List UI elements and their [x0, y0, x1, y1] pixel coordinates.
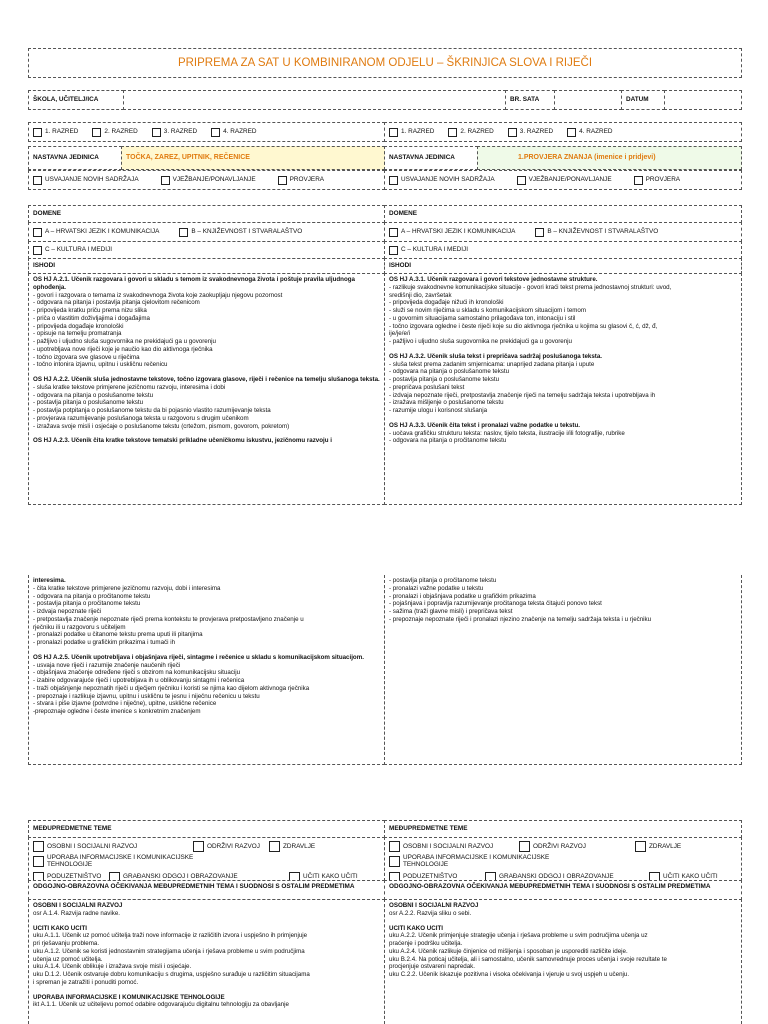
right-ishodi-content: [384, 273, 742, 505]
checkbox-icon: [152, 128, 161, 137]
left-type-new[interactable]: USVAJANJE NOVIH SADRŽAJA: [33, 176, 139, 185]
outcome-line: - stvara i piše izjavne (potvrdne i niječne), upitne, usklične rečenice: [33, 700, 217, 708]
left-type-check[interactable]: PROVJERA: [278, 176, 324, 185]
outcome-line: - pripovijeda kratku priču prema nizu slika: [33, 307, 147, 314]
spacer: [389, 415, 737, 422]
checkbox-icon: [269, 841, 280, 852]
checkbox-icon: [389, 176, 398, 185]
left-mpt-ikt[interactable]: [33, 854, 380, 869]
outcome-line: - sluša tekst prema zadanim smjernicama: unaprijed zadana pitanja i upute: [389, 360, 595, 368]
left-mpt-god[interactable]: GRAĐANSKI ODGOJ I OBRAZOVANJE: [109, 872, 289, 881]
outcome-line: - provjerava razumijevanje poslušanoga teksta u razgovoru s drugim učenikom: [33, 414, 249, 422]
outcome-line: - govori i razgovara o temama iz svakodnevnoga života koje zaokupljaju njegovu pozornost: [33, 291, 283, 299]
left-ishodi-header: [28, 258, 385, 274]
hour-input[interactable]: [554, 90, 622, 110]
outcome-heading: OŠ HJ A.2.1. Učenik razgovara i govori u skladu s temom iz svakodnevnoga života i poštuje pravila uljudnoga ophođenja.: [33, 276, 355, 291]
outcome-line: - točno intonira izjavnu, upitnu i uskličnu rečenicu: [33, 361, 168, 369]
left-type-row: [28, 170, 385, 190]
outcome-heading: OŠ HJ A.3.2. Učenik sluša tekst i prepričava sadržaj poslušanoga teksta.: [389, 352, 602, 360]
ooo-label: ODGOJNO-OBRAZOVNA OČEKIVANJA MEĐUPREDMETNIH TEMA I SUODNOSI S OSTALIM PREDMETIMA: [389, 883, 711, 890]
outcome-line: - traži objašnjenje nepoznatih riječi u dječjem rječniku i koristi se njima kao dijelom aktivnoga rječnika: [33, 684, 310, 692]
outcome-line: - uočava grafičku strukturu teksta: naslov, tijelo teksta, ilustracije i/ili fotografije, rubrike: [389, 429, 625, 437]
outcome-line: - razlikuje svakodnevne komunikacijske situacije - govori kraći tekst prema jednostavnoj strukturi: uvod,: [389, 283, 672, 291]
outcome-line: - pripovijeda događaje nižući ih kronološki: [389, 299, 504, 307]
date-input[interactable]: [664, 90, 742, 110]
outcome-line: ije/je/e/i: [389, 330, 410, 338]
unit-label: NASTAVNA JEDINICA: [389, 154, 455, 161]
outcome-line: - točno izgovara sve glasove u riječima: [33, 353, 140, 361]
right-grade-3[interactable]: 3. RAZRED: [508, 128, 553, 137]
hour-label: BR. SATA: [510, 96, 540, 103]
outcome-line: osr A.1.4. Razvija radne navike.: [33, 909, 121, 917]
checkbox-icon: [389, 246, 398, 255]
checkbox-icon: [389, 856, 400, 867]
outcome-line: - izdvaja nepoznate riječi: [33, 608, 102, 615]
outcome-line: - izdvaja nepoznate riječi, pretpostavlja značenje riječi na temelju sadržaja teksta i upotrebljava ih: [389, 391, 656, 399]
outcome-line: i spreman je zatražiti i ponuditi pomoć.: [33, 978, 139, 986]
outcome-line: - pažljivo i uljudno sluša sugovornika ne prekidajući ga u govorenju: [389, 338, 572, 345]
outcome-line: - pronalazi važne podatke u tekstu: [389, 584, 484, 592]
left-domena-c[interactable]: C – KULTURA I MEDIJI: [33, 246, 112, 255]
date-label-cell: [621, 90, 665, 110]
outcome-line: - prepričava poslušani tekst: [389, 383, 465, 391]
right-mpt-options: [384, 837, 742, 881]
outcome-line: uku D.1.2. Učenik ostvaruje dobru komunikaciju s drugima, uspješno surađuje u različitim situacijama: [33, 971, 310, 978]
outcome-heading: UČITI KAKO UČITI: [389, 924, 443, 932]
outcome-line: uku B.2.4. Na poticaj učitelja, ali i samostalno, učenik samovrednuje proces učenja i svoje rezultate te: [389, 955, 667, 963]
checkbox-icon: [33, 841, 44, 852]
mpt-label: MEĐUPREDMETNE TEME: [33, 825, 112, 832]
left-grade-1[interactable]: 1. RAZRED: [33, 128, 78, 137]
outcome-line: praćenje i podršku učitelja.: [389, 940, 463, 947]
outcome-line: - pronalazi podatke u čitanome tekstu prema uputi ili pitanjima: [33, 631, 203, 639]
right-unit-label-cell: [384, 146, 478, 170]
checkbox-icon: [161, 176, 170, 185]
right-mpt-header: [384, 820, 742, 838]
outcome-line: - pronalazi podatke u grafičkim prikazima i tumači ih: [33, 639, 176, 646]
date-label: DATUM: [626, 96, 649, 103]
checkbox-icon: [33, 176, 42, 185]
left-mpt-or[interactable]: ODRŽIVI RAZVOJ: [193, 841, 269, 852]
outcome-line: uku C.2.2. Učenik iskazuje pozitivna i visoka očekivanja i vjeruje u svoj uspjeh u učenju.: [389, 971, 630, 978]
checkbox-icon: [33, 856, 44, 867]
right-domene-header: [384, 205, 742, 223]
outcome-line: - upotrebljava nove riječi koje je naučio kao dio aktivnoga rječnika: [33, 345, 213, 353]
checkbox-icon: [193, 841, 204, 852]
right-type-practice[interactable]: VJEŽBANJE/PONAVLJANJE: [517, 176, 612, 185]
right-mpt-pod[interactable]: PODUZETNIŠTVO: [389, 872, 485, 881]
checkbox-icon: [92, 128, 101, 137]
outcome-line: uku A.1.1. Učenik uz pomoć učitelja traži nove informacije iz različitih izvora i uspješno ih primjenjuje: [33, 932, 308, 940]
checkbox-icon: [389, 128, 398, 137]
outcome-line: - u govornim situacijama samostalno prilagođava ton, intonaciju i stil: [389, 314, 576, 322]
domene-label: DOMENE: [33, 210, 62, 217]
school-input[interactable]: [123, 90, 506, 110]
left-ishodi-content-continued: [28, 575, 385, 765]
outcome-heading: interesima.: [33, 577, 66, 584]
outcome-line: uku A.2.2. Učenik primjenjuje strategije učenja i rješava probleme u svim područjima učenja uz: [389, 932, 648, 940]
outcome-heading: OŠ HJ A.2.2. Učenik sluša jednostavne tekstove, točno izgovara glasove, riječi i rečenice na temelju slušanoga teksta.: [33, 376, 380, 383]
outcome-line: -prepoznaje ogledne i česte imenice s konkretnim značenjem: [33, 708, 201, 715]
checkbox-icon: [389, 228, 398, 237]
outcome-line: - razumije ulogu i korisnost slušanja: [389, 407, 488, 414]
right-grade-1[interactable]: 1. RAZRED: [389, 128, 434, 137]
right-ishodi-header: [384, 258, 742, 274]
outcome-line: - odgovara na pitanja o poslušanome tekstu: [33, 391, 154, 399]
left-domene-ab: [28, 222, 385, 242]
outcome-line: - pojašnjava i popravlja razumijevanje pročitanoga teksta čitajući ponovo tekst: [389, 600, 602, 608]
checkbox-icon: [635, 841, 646, 852]
left-mpt-zdr[interactable]: ZDRAVLJE: [269, 841, 315, 852]
checkbox-icon: [179, 228, 188, 237]
outcome-line: - postavlja potpitanja o poslušanome tekstu da bi pojasnio vlastito razumijevanje teksta: [33, 407, 271, 414]
spacer: [389, 346, 737, 353]
right-mpt-zdr[interactable]: ZDRAVLJE: [635, 841, 681, 852]
outcome-line: - služi se novim riječima u skladu s komunikacijskom situacijom i temom: [389, 307, 587, 314]
left-mpt-pod[interactable]: PODUZETNIŠTVO: [33, 872, 109, 881]
outcome-line: - izabire odgovarajuće riječi i upotrebljava ih u oblikovanju sintagmi i rečenica: [33, 677, 245, 684]
hour-label-cell: [505, 90, 555, 110]
outcome-line: središnji dio, završetak: [389, 291, 452, 299]
checkbox-icon: [508, 128, 517, 137]
outcome-line: - prepoznaje nepoznate riječi i pronalazi njezino značenje na temelju sadržaja teksta i u rječniku: [389, 615, 652, 623]
left-domena-a[interactable]: A – HRVATSKI JEZIK I KOMUNIKACIJA: [33, 228, 159, 237]
outcome-line: - usvaja nove riječi i razumije značenje naučenih riječi: [33, 661, 181, 669]
mpt-ikt-line1: UPORABA INFORMACIJSKE I KOMUNIKACIJSKE: [403, 854, 550, 861]
outcome-line: pri rješavanju problema.: [33, 940, 100, 947]
outcome-line: - postavlja pitanja o pročitanome tekstu: [389, 577, 497, 584]
checkbox-icon: [567, 128, 576, 137]
outcome-line: uku A.1.4. Učenik oblikuje i izražava svoje misli i osjećaje.: [33, 963, 192, 971]
outcome-line: osr A.2.2. Razvija sliku o sebi.: [389, 909, 472, 917]
outcome-line: - izražava svoje misli i osjećaje o poslušanome tekstu (crtežom, pismom, govorom, pokretom): [33, 422, 290, 430]
outcome-line: - odgovara na pitanja o pročitanome tekstu: [389, 437, 507, 445]
left-unit-value-cell[interactable]: [121, 146, 385, 170]
left-ooo-content: [28, 899, 385, 1024]
unit-label: NASTAVNA JEDINICA: [33, 154, 99, 161]
checkbox-icon: [33, 228, 42, 237]
spacer: [33, 369, 380, 376]
right-mpt-uku[interactable]: UČITI KAKO UČITI: [649, 872, 718, 881]
outcome-line: procjenjuje ostvareni napredak.: [389, 963, 475, 971]
mpt-label: MEĐUPREDMETNE TEME: [389, 825, 468, 832]
left-unit-label-cell: [28, 146, 122, 170]
outcome-line: - izražava mišljenje o poslušanome tekstu: [389, 399, 504, 407]
left-domene-header: [28, 205, 385, 223]
outcome-heading: OŠ HJ A.2.3. Učenik čita kratke tekstove tematski prikladne učeničkomu iskustvu, jezičnomu razvoju i: [33, 437, 332, 445]
spacer: [33, 647, 380, 654]
school-label: ŠKOLA, UČITELJ/ICA: [33, 96, 99, 103]
right-domene-ab: [384, 222, 742, 242]
left-mpt-options: [28, 837, 385, 881]
right-ooo-content: [384, 899, 742, 1024]
checkbox-icon: [211, 128, 220, 137]
outcome-line: - točno izgovara ogledne i česte riječi koje su dio aktivnoga rječnika u kojima su glasovi č, ć, dž, đ,: [389, 322, 658, 330]
right-unit-value-cell[interactable]: [477, 146, 742, 170]
outcome-line: rječniku ili u razgovoru s učiteljem: [33, 623, 126, 631]
checkbox-icon: [448, 128, 457, 137]
right-grade-2[interactable]: 2. RAZRED: [448, 128, 493, 137]
checkbox-icon: [278, 176, 287, 185]
outcome-line: - pripovijeda događaje kronološki: [33, 322, 124, 330]
checkbox-icon: [535, 228, 544, 237]
mpt-ikt-line1: UPORABA INFORMACIJSKE I KOMUNIKACIJSKE: [47, 854, 194, 861]
checkbox-icon: [519, 841, 530, 852]
outcome-line: - sažima (traži glavne misli) i prepričava tekst: [389, 608, 513, 615]
mpt-ikt-line2: TEHNOLOGIJE: [403, 861, 449, 869]
left-mpt-osr[interactable]: OSOBNI I SOCIJALNI RAZVOJ: [33, 841, 193, 852]
right-mpt-ikt[interactable]: [389, 854, 737, 869]
outcome-line: - priča o vlastitim doživljajima i događajima: [33, 314, 150, 322]
right-domena-c[interactable]: C – KULTURA I MEDIJI: [389, 246, 468, 255]
right-unit-value: 1.PROVJERA ZNANJA (imenice i pridjevi): [518, 153, 656, 161]
outcome-line: - sluša kratke tekstove primjerene jezičnomu razvoju, interesima i dobi: [33, 383, 226, 391]
checkbox-icon: [389, 841, 400, 852]
outcome-line: - postavlja pitanja o poslušanome tekstu: [389, 376, 500, 383]
school-label-cell: [28, 90, 124, 110]
ooo-label: ODGOJNO-OBRAZOVNA OČEKIVANJA MEĐUPREDMETNIH TEMA I SUODNOSI S OSTALIM PREDMETIMA: [33, 883, 355, 890]
title-box: [28, 48, 742, 78]
outcome-line: - odgovara na pitanja o pročitanome tekstu: [33, 592, 151, 600]
outcome-heading: OŠ HJ A.3.3. Učenik čita tekst i pronalazi važne podatke u tekstu.: [389, 421, 580, 429]
right-mpt-osr[interactable]: OSOBNI I SOCIJALNI RAZVOJ: [389, 841, 519, 852]
checkbox-icon: [33, 246, 42, 255]
right-domena-b[interactable]: B – KNJIŽEVNOST I STVARALAŠTVO: [535, 228, 658, 237]
left-ishodi-content: [28, 273, 385, 505]
outcome-heading: OSOBNI I SOCIJALNI RAZVOJ: [33, 902, 123, 909]
outcome-line: učenja uz pomoć učitelja.: [33, 955, 103, 963]
left-mpt-header: [28, 820, 385, 838]
mpt-ikt-line2: TEHNOLOGIJE: [47, 861, 93, 869]
right-ishodi-content-continued: [384, 575, 742, 765]
spacer: [33, 430, 380, 437]
outcome-line: - opisuje na temelju promatranja: [33, 330, 122, 338]
right-grades-row: [384, 122, 742, 142]
left-grade-4[interactable]: 4. RAZRED: [211, 128, 256, 137]
left-mpt-uku[interactable]: UČITI KAKO UČITI: [289, 872, 358, 881]
left-unit-value: TOČKA, ZAREZ, UPITNIK, REČENICE: [126, 153, 250, 161]
right-domena-a[interactable]: A – HRVATSKI JEZIK I KOMUNIKACIJA: [389, 228, 515, 237]
right-mpt-god[interactable]: GRAĐANSKI ODGOJ I OBRAZOVANJE: [485, 872, 649, 881]
left-grade-3[interactable]: 3. RAZRED: [152, 128, 197, 137]
ishodi-label: ISHODI: [33, 262, 56, 269]
left-grades-row: [28, 122, 385, 142]
outcome-line: - postavlja pitanja o poslušanome tekstu: [33, 399, 144, 407]
outcome-line: uku A.1.2. Učenik se koristi jednostavnim strategijama učenja i rješava probleme u svim područjima: [33, 947, 305, 955]
domene-label: DOMENE: [389, 210, 418, 217]
outcome-line: uku A.2.4. Učenik razlikuje činjenice od mišljenja i sposoban je usporediti različite ideje.: [389, 947, 628, 955]
outcome-heading: OŠ HJ A.3.1. Učenik razgovara i govori tekstove jednostavne strukture.: [389, 276, 598, 283]
ishodi-label: ISHODI: [389, 262, 412, 269]
right-type-row: [384, 170, 742, 190]
outcome-line: - pronalazi i objašnjava podatke u grafičkim prikazima: [389, 592, 536, 600]
checkbox-icon: [33, 128, 42, 137]
right-domene-c: [384, 241, 742, 259]
right-type-new[interactable]: USVAJANJE NOVIH SADRŽAJA: [389, 176, 495, 185]
outcome-line: - čita kratke tekstove primjerene jezičnomu razvoju, dobi i interesima: [33, 584, 221, 592]
outcome-line: - odgovara na pitanja o poslušanome tekstu: [389, 368, 510, 376]
left-domena-b[interactable]: B – KNJIŽEVNOST I STVARALAŠTVO: [179, 228, 302, 237]
spacer: [33, 987, 380, 994]
outcome-heading: UČITI KAKO UČITI: [33, 924, 87, 932]
outcome-heading: OŠ HJ A.2.5. Učenik upotrebljava i objašnjava riječi, sintagme i rečenice u skladu s komunikacijskom situacijom.: [33, 653, 364, 661]
right-grade-4[interactable]: 4. RAZRED: [567, 128, 612, 137]
outcome-line: - prepoznaje i razlikuje izjavnu, upitnu i uskličnu te jesnu i niječnu rečenicu u tekstu: [33, 692, 260, 700]
spacer: [389, 918, 737, 925]
page-title: PRIPREMA ZA SAT U KOMBINIRANOM ODJELU – ŠKRINJICA SLOVA I RIJEČI: [177, 56, 593, 69]
right-type-check[interactable]: PROVJERA: [634, 176, 680, 185]
outcome-line: - pažljivo i uljudno sluša sugovornika ne prekidajući ga u govorenju: [33, 338, 216, 345]
left-ooo-header: [28, 880, 385, 900]
left-type-practice[interactable]: VJEŽBANJE/PONAVLJANJE: [161, 176, 256, 185]
outcome-line: - postavlja pitanja o pročitanome tekstu: [33, 600, 141, 608]
outcome-heading: UPORABA INFORMACIJSKE I KOMUNIKACIJSKE TEHNOLOGIJE: [33, 993, 225, 1001]
checkbox-icon: [634, 176, 643, 185]
outcome-line: ikt A.1.1. Učenik uz učiteljevu pomoć odabire odgovarajuću digitalnu tehnologiju za obavljanje: [33, 1001, 289, 1009]
outcome-heading: OSOBNI I SOCIJALNI RAZVOJ: [389, 902, 479, 909]
checkbox-icon: [517, 176, 526, 185]
outcome-line: - pretpostavlja značenje nepoznate riječi prema kontekstu te provjerava pretpostavljeno značenje u: [33, 615, 304, 623]
spacer: [33, 918, 380, 925]
outcome-line: - odgovara na pitanja i postavlja pitanja cjelovitom rečenicom: [33, 299, 200, 307]
right-ooo-header: [384, 880, 742, 900]
left-domene-c: [28, 241, 385, 259]
right-mpt-or[interactable]: ODRŽIVI RAZVOJ: [519, 841, 635, 852]
outcome-line: - objašnjava značenje određene riječi s obzirom na komunikacijsku situaciju: [33, 669, 241, 677]
left-grade-2[interactable]: 2. RAZRED: [92, 128, 137, 137]
